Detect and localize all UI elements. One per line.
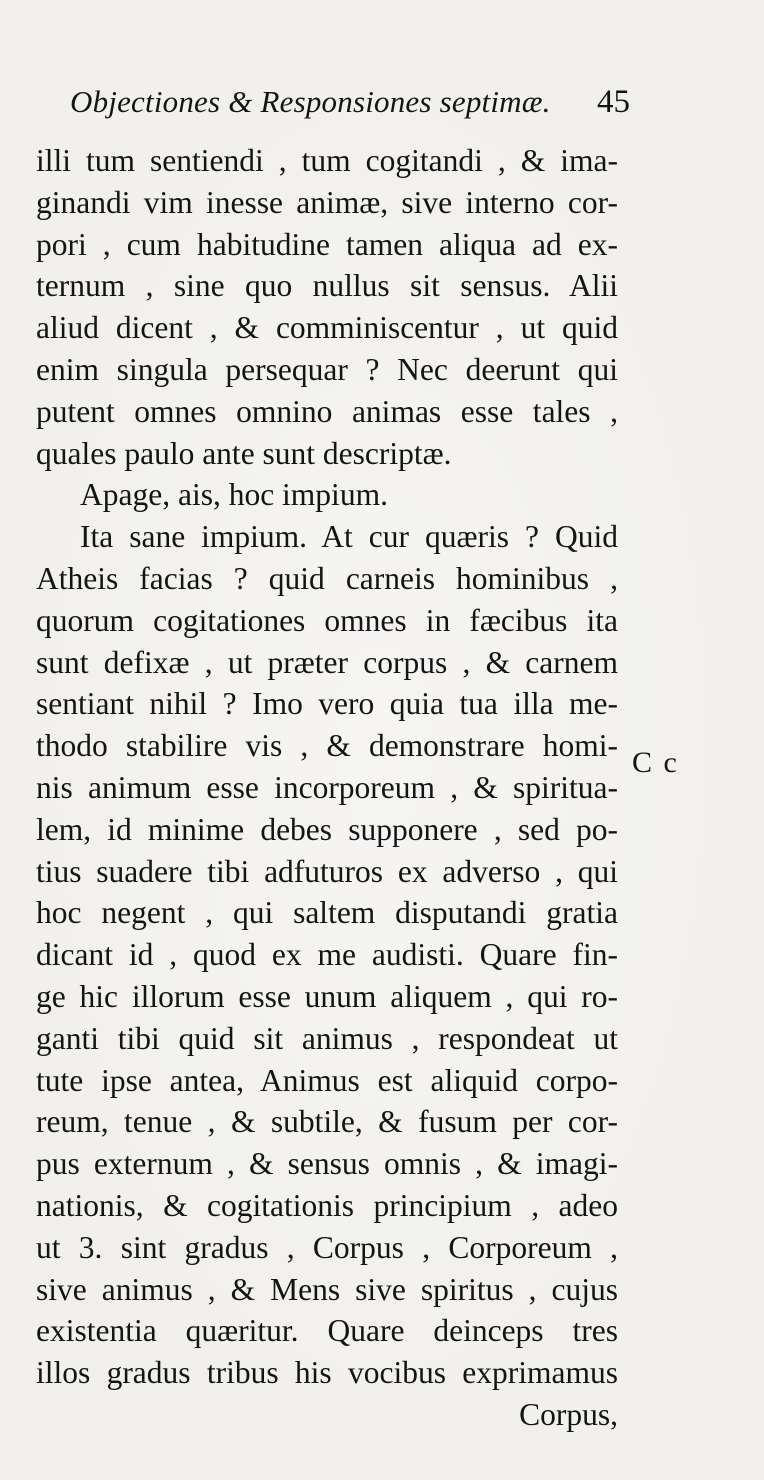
text-line: illos gradus tribus his vocibus exprimamus bbox=[36, 1355, 618, 1391]
text-line: ternum , sine quo nullus sit sensus. Alii bbox=[36, 268, 618, 304]
text-line: reum, tenue , & subtile, & fusum per cor- bbox=[36, 1104, 618, 1140]
text-line: aliud dicent , & comminiscentur , ut quid bbox=[36, 310, 618, 346]
text-line: quorum cogitationes omnes in fæcibus ita bbox=[36, 602, 618, 638]
signature-mark: C c bbox=[632, 746, 679, 779]
text-line: sunt defixæ , ut præter corpus , & carnem bbox=[36, 644, 618, 680]
text-line: tius suadere tibi adfuturos ex adverso , qui bbox=[36, 853, 618, 889]
text-line: thodo stabilire vis , & demonstrare homi- bbox=[36, 728, 618, 764]
text-line: putent omnes omnino animas esse tales , bbox=[36, 393, 618, 429]
text-line: pori , cum habitudine tamen aliqua ad ex- bbox=[36, 226, 618, 262]
text-line: sentiant nihil ? Imo vero quia tua illa me- bbox=[36, 686, 618, 722]
text-line: ut 3. sint gradus , Corpus , Corporeum , bbox=[36, 1229, 618, 1265]
page-header bbox=[70, 84, 630, 124]
text-line: nis animum esse incorporeum , & spiritua- bbox=[36, 769, 618, 805]
text-line: nationis, & cogitationis principium , adeo bbox=[36, 1187, 618, 1223]
text-line: ganti tibi quid sit animus , respondeat ut bbox=[36, 1020, 618, 1056]
text-line: quales paulo ante sunt descriptæ. bbox=[36, 435, 452, 471]
text-line: Apage, ais, hoc impium. bbox=[80, 477, 388, 513]
text-line: sive animus , & Mens sive spiritus , cujus bbox=[36, 1271, 618, 1307]
text-line: ginandi vim inesse animæ, sive interno cor- bbox=[36, 184, 618, 220]
text-line: illi tum sentiendi , tum cogitandi , & ima- bbox=[36, 143, 618, 178]
text-line: lem, id minime debes supponere , sed po- bbox=[36, 811, 618, 847]
text-line: Ita sane impium. At cur quæris ? Quid bbox=[80, 519, 618, 555]
text-line: dicant id , quod ex me audisti. Quare fin- bbox=[36, 937, 618, 973]
page-number: 45 bbox=[597, 84, 630, 120]
text-line: existentia quæritur. Quare deinceps tres bbox=[36, 1313, 618, 1349]
text-line: ge hic illorum esse unum aliquem , qui ro- bbox=[36, 978, 618, 1014]
text-line: Atheis facias ? quid carneis hominibus , bbox=[36, 560, 618, 596]
body-text bbox=[36, 140, 618, 1436]
text-line: pus externum , & sensus omnis , & imagi- bbox=[36, 1146, 618, 1182]
text-line: enim singula persequar ? Nec deerunt qui bbox=[36, 351, 618, 387]
text-line: hoc negent , qui saltem disputandi gratia bbox=[36, 895, 618, 931]
text-line: tute ipse antea, Animus est aliquid corpo- bbox=[36, 1062, 618, 1098]
catchword: Corpus, bbox=[519, 1396, 618, 1432]
running-head: Objectiones & Responsiones septimæ. bbox=[70, 84, 551, 119]
